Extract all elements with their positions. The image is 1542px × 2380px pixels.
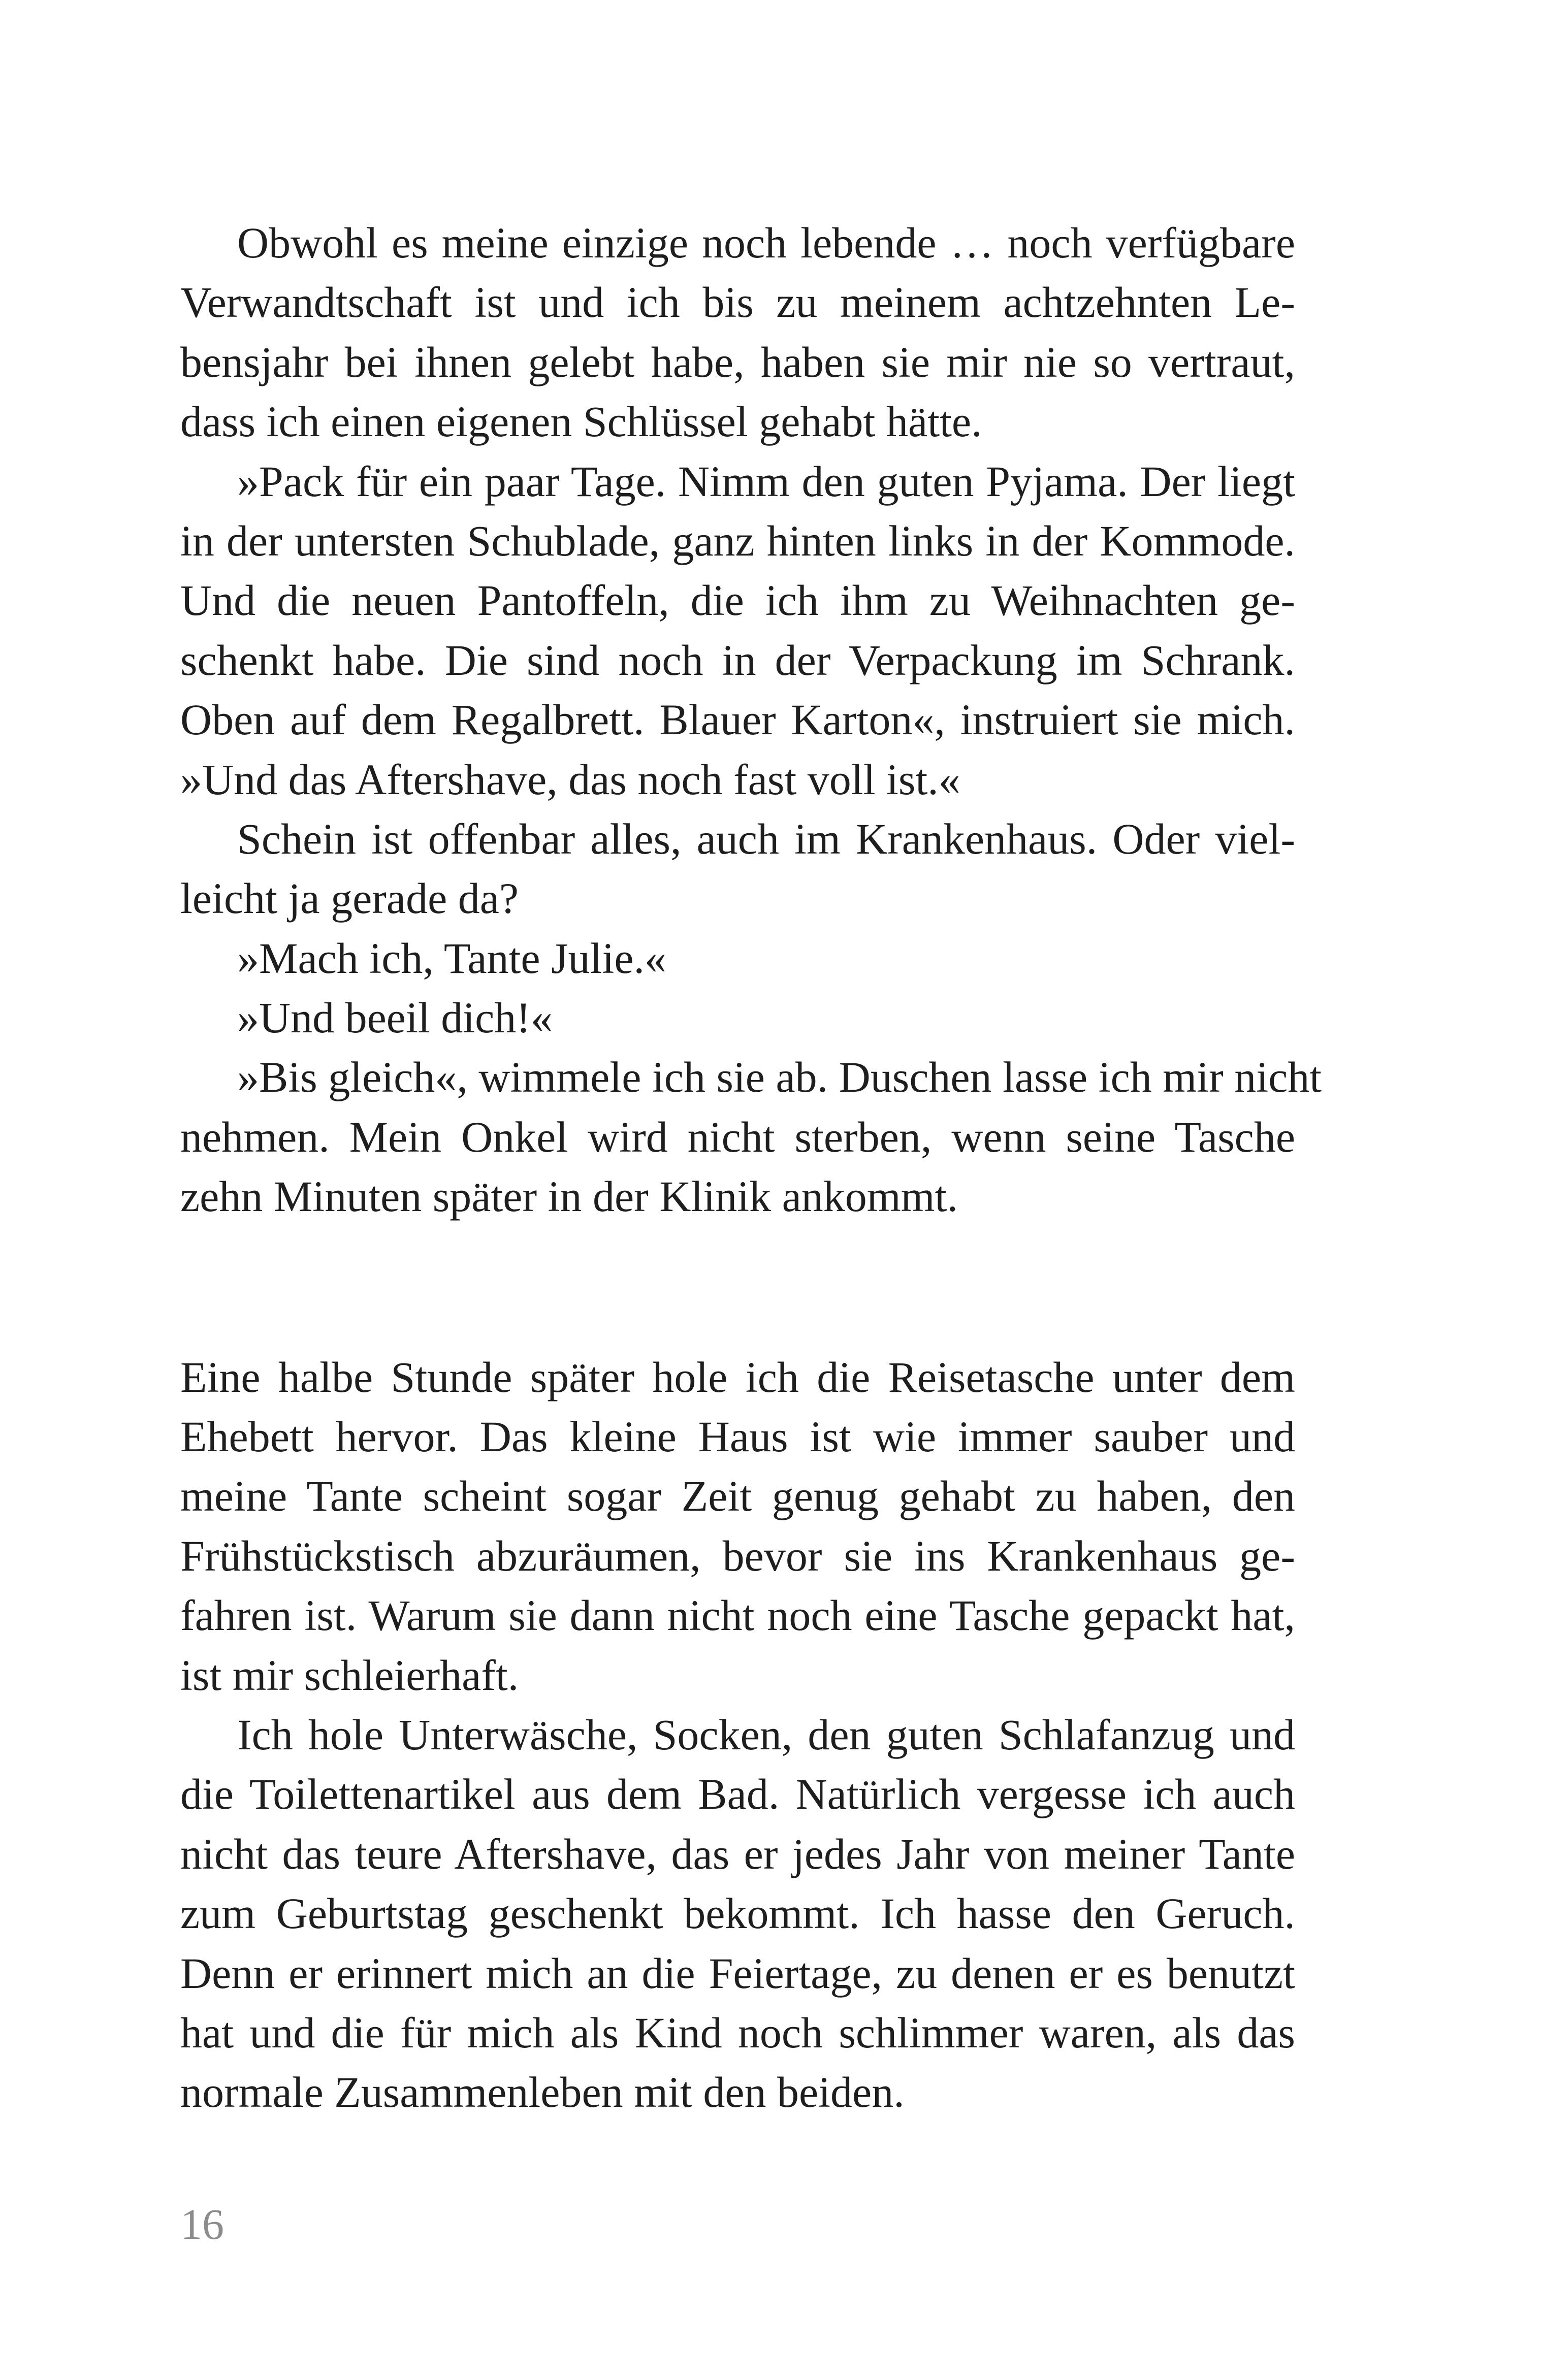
text-line: Frühstückstisch abzuräumen, bevor sie ins Krankenhaus ge- — [180, 1531, 1295, 1580]
page-number: 16 — [180, 2200, 224, 2248]
text-line: Oben auf dem Regalbrett. Blauer Karton«, instruiert sie mich. — [180, 695, 1295, 744]
paragraph — [180, 452, 1295, 809]
text-line: Ich hole Unterwäsche, Socken, den guten Schlafanzug und — [237, 1710, 1295, 1759]
text-line: normale Zusammenleben mit den beiden. — [180, 2068, 905, 2117]
text-line: meine Tante scheint sogar Zeit genug gehabt zu haben, den — [180, 1472, 1295, 1521]
text-line: Eine halbe Stunde später hole ich die Reisetasche unter dem — [180, 1352, 1295, 1401]
text-line: hat und die für mich als Kind noch schlimmer waren, als das — [180, 2008, 1295, 2057]
text-line: Verwandtschaft ist und ich bis zu meinem achtzehnten Le- — [180, 278, 1295, 327]
text-line: zum Geburtstag geschenkt bekommt. Ich hasse den Geruch. — [180, 1889, 1295, 1938]
text-line: »Mach ich, Tante Julie.« — [237, 933, 667, 983]
book-page-text — [180, 213, 1322, 2123]
text-line: leicht ja gerade da? — [180, 874, 519, 923]
text-line: Ehebett hervor. Das kleine Haus ist wie immer sauber und — [180, 1412, 1295, 1461]
text-line: ist mir schleierhaft. — [180, 1650, 519, 1700]
text-line: »Bis gleich«, wimmele ich sie ab. Duschen lasse ich mir nicht — [237, 1053, 1322, 1102]
text-line: zehn Minuten später in der Klinik ankommt. — [180, 1172, 958, 1221]
paragraph — [180, 1048, 1322, 1226]
paragraph — [180, 213, 1295, 452]
text-line: »Pack für ein paar Tage. Nimm den guten Pyjama. Der liegt — [237, 457, 1295, 506]
text-line: in der untersten Schublade, ganz hinten links in der Kommode. — [180, 516, 1295, 565]
paragraph — [180, 988, 1295, 1048]
text-line: nicht das teure Aftershave, das er jedes Jahr von meiner Tante — [180, 1829, 1295, 1878]
text-line: dass ich einen eigenen Schlüssel gehabt hätte. — [180, 397, 982, 446]
text-line: schenkt habe. Die sind noch in der Verpackung im Schrank. — [180, 635, 1295, 684]
text-line: »Und das Aftershave, das noch fast voll ist.« — [180, 755, 960, 804]
paragraph — [180, 1348, 1295, 1705]
paragraph — [180, 809, 1295, 929]
text-line: fahren ist. Warum sie dann nicht noch eine Tasche gepackt hat, — [180, 1591, 1295, 1640]
text-line: bensjahr bei ihnen gelebt habe, haben sie mir nie so vertraut, — [180, 337, 1295, 386]
paragraph — [180, 929, 1295, 988]
text-line: Schein ist offenbar alles, auch im Krankenhaus. Oder viel- — [237, 814, 1295, 863]
text-line: »Und beeil dich!« — [237, 993, 553, 1042]
text-line: Und die neuen Pantoffeln, die ich ihm zu Weihnachten ge- — [180, 576, 1295, 625]
text-line: Denn er erinnert mich an die Feiertage, zu denen er es benutzt — [180, 1948, 1295, 1998]
text-line: die Toilettenartikel aus dem Bad. Natürlich vergesse ich auch — [180, 1770, 1295, 1819]
text-line: nehmen. Mein Onkel wird nicht sterben, wenn seine Tasche — [180, 1112, 1295, 1161]
text-line: Obwohl es meine einzige noch lebende … noch verfügbare — [237, 218, 1295, 267]
paragraph — [180, 1705, 1295, 2123]
